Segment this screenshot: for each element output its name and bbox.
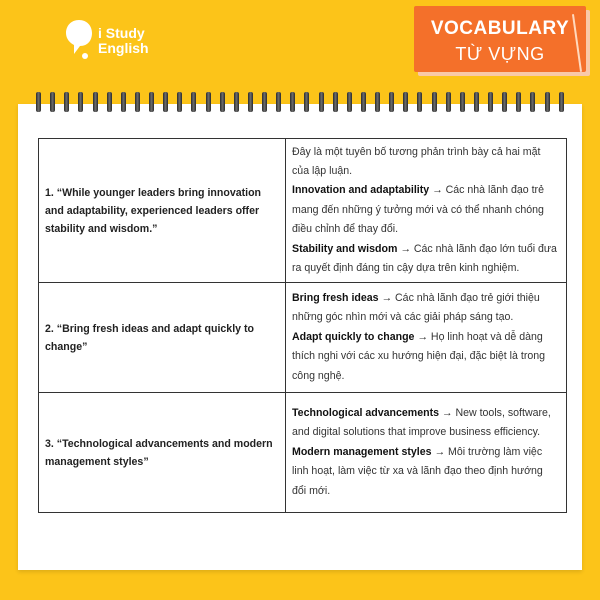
spiral-binding — [36, 92, 564, 114]
phrase-cell — [39, 393, 286, 513]
spiral-ring — [248, 92, 253, 112]
spiral-ring — [375, 92, 380, 112]
brand-line-2: English — [98, 40, 149, 56]
spiral-ring — [107, 92, 112, 112]
meaning: → New tools, software, and digital solutions that improve business efficiency. — [292, 406, 551, 439]
spiral-ring — [50, 92, 55, 112]
spiral-ring — [135, 92, 140, 112]
spiral-ring — [177, 92, 182, 112]
term: Stability and wisdom — [292, 242, 398, 255]
spiral-ring — [545, 92, 550, 112]
vocabulary-badge — [414, 6, 592, 76]
spiral-ring — [319, 92, 324, 112]
meaning: → Các nhà lãnh đạo lớn tuổi đưa ra quyết định đáng tin cậy dựa trên kinh nghiệm. — [292, 242, 557, 275]
phrase-text: 1. “While younger leaders bring innovation and adaptability, experienced leaders offer stability and wisdom.” — [45, 186, 262, 235]
spiral-ring — [290, 92, 295, 112]
explanation-cell — [286, 283, 567, 393]
explanation-cell — [286, 139, 567, 283]
spiral-ring — [163, 92, 168, 112]
phrase-text: 3. “Technological advancements and modern management styles” — [45, 437, 273, 468]
spiral-ring — [403, 92, 408, 112]
meaning: → Các nhà lãnh đạo trẻ mang đến những ý tưởng mới và có thể nhanh chóng điều chỉnh để thay đổi. — [292, 184, 544, 236]
spiral-ring — [36, 92, 41, 112]
brand-logo — [64, 18, 184, 66]
explanation-intro: Đây là một tuyên bố tương phản trình bày cả hai mặt của lập luận. — [292, 145, 541, 177]
phrase-cell — [39, 139, 286, 283]
explanation-cell — [286, 393, 567, 513]
spiral-ring — [530, 92, 535, 112]
spiral-ring — [502, 92, 507, 112]
spiral-ring — [347, 92, 352, 112]
term: Technological advancements — [292, 406, 439, 419]
table-row — [39, 393, 567, 513]
explanation-item — [292, 443, 558, 501]
term: Bring fresh ideas — [292, 291, 379, 304]
brand-name — [98, 26, 149, 56]
spiral-ring — [206, 92, 211, 112]
spiral-ring — [262, 92, 267, 112]
speech-bubble-logo-icon — [64, 18, 94, 60]
spiral-ring — [460, 92, 465, 112]
spiral-ring — [121, 92, 126, 112]
spiral-ring — [64, 92, 69, 112]
spiral-ring — [389, 92, 394, 112]
spiral-ring — [220, 92, 225, 112]
spiral-ring — [488, 92, 493, 112]
spiral-ring — [304, 92, 309, 112]
spiral-ring — [93, 92, 98, 112]
vocabulary-table — [38, 138, 567, 513]
spiral-ring — [474, 92, 479, 112]
spiral-ring — [417, 92, 422, 112]
meaning: → Môi trường làm việc linh hoạt, làm việc từ xa và lãnh đạo theo định hướng đổi mới. — [292, 445, 543, 497]
meaning: → Các nhà lãnh đạo trẻ giới thiệu những góc nhìn mới và các giải pháp sáng tạo. — [292, 291, 540, 324]
meaning: → Họ linh hoạt và dễ dàng thích nghi với các xu hướng hiện đại, đặc biệt là trong công nghệ. — [292, 330, 546, 382]
spiral-ring — [559, 92, 564, 112]
explanation-item — [292, 289, 558, 328]
explanation-item — [292, 240, 558, 279]
term: Modern management styles — [292, 445, 432, 458]
spiral-ring — [149, 92, 154, 112]
brand-line-1: i Study — [98, 25, 145, 41]
spiral-ring — [446, 92, 451, 112]
term: Adapt quickly to change — [292, 330, 415, 343]
explanation-item — [292, 181, 558, 239]
spiral-ring — [191, 92, 196, 112]
table-row — [39, 283, 567, 393]
phrase-cell — [39, 283, 286, 393]
spiral-ring — [361, 92, 366, 112]
term: Innovation and adaptability — [292, 184, 430, 197]
phrase-text: 2. “Bring fresh ideas and adapt quickly to change” — [45, 322, 254, 353]
explanation-item — [292, 404, 558, 443]
spiral-ring — [432, 92, 437, 112]
table-row — [39, 139, 567, 283]
badge-subtitle: TỪ VỰNG — [455, 44, 545, 64]
badge-title: VOCABULARY — [430, 18, 570, 39]
badge-paper — [414, 6, 586, 72]
spiral-ring — [276, 92, 281, 112]
spiral-ring — [333, 92, 338, 112]
explanation-item — [292, 328, 558, 386]
spiral-ring — [234, 92, 239, 112]
spiral-ring — [78, 92, 83, 112]
spiral-ring — [516, 92, 521, 112]
